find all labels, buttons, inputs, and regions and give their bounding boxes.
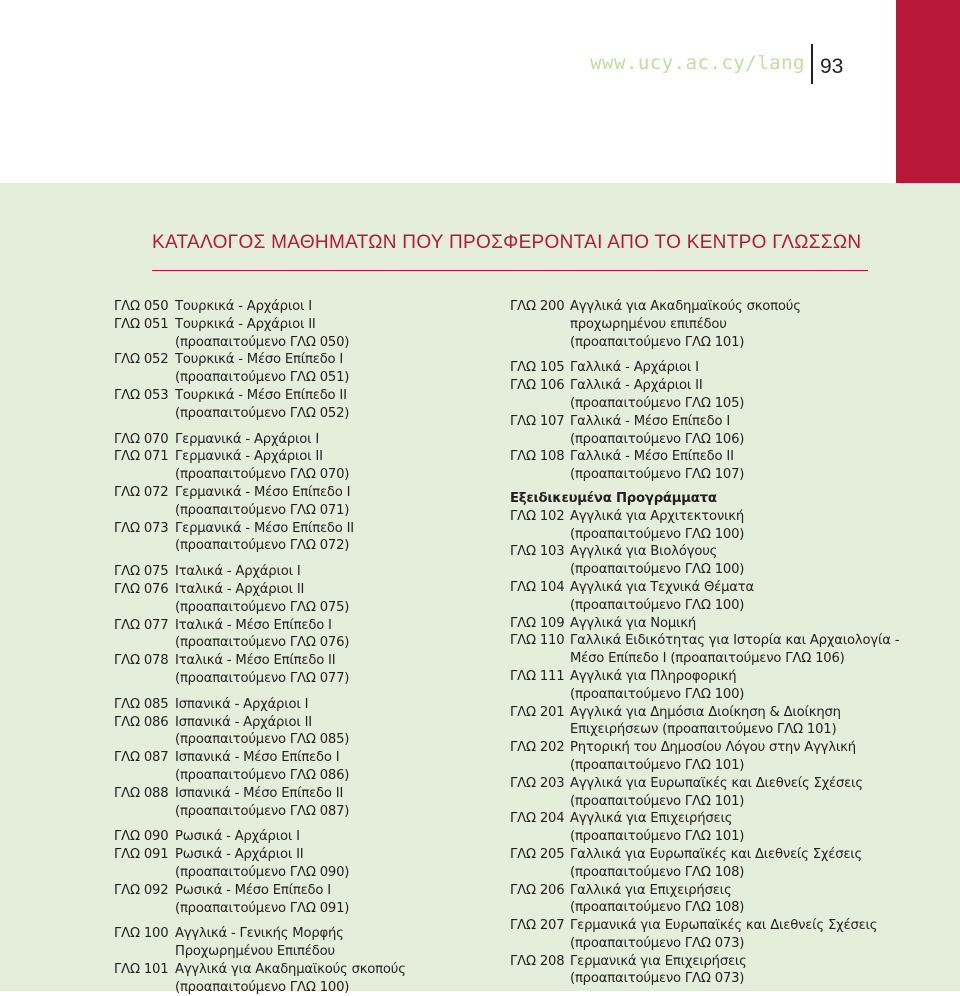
course-title: Ισπανικά - Μέσο Επίπεδο Ι (προαπαιτούμενο ΓΛΩ 086) xyxy=(175,750,350,783)
course-code: ΓΛΩ 077 xyxy=(114,617,169,633)
course-title: Ιταλικά - Μέσο Επίπεδο Ι (προαπαιτούμενο ΓΛΩ 076) xyxy=(175,617,350,651)
course-row xyxy=(114,298,494,316)
course-code: ΓΛΩ 091 xyxy=(114,847,169,863)
course-code: ΓΛΩ 106 xyxy=(510,378,565,394)
course-row xyxy=(114,714,494,750)
course-row xyxy=(510,917,950,953)
course-list-right xyxy=(510,298,950,988)
course-title: Γερμανικά για Επιχειρήσεις (προαπαιτούμενο ΓΛΩ 073) xyxy=(570,953,747,987)
course-title: Ιταλικά - Αρχάριοι ΙΙ (προαπαιτούμενο ΓΛΩ 075) xyxy=(175,581,350,615)
course-title: Ιταλικά - Μέσο Επίπεδο ΙΙ (προαπαιτούμενο ΓΛΩ 077) xyxy=(175,653,350,686)
course-title: Αγγλικά για Αρχιτεκτονική (προαπαιτούμενο ΓΛΩ 100) xyxy=(570,508,745,542)
course-row xyxy=(114,448,494,484)
course-row xyxy=(114,696,494,714)
course-row xyxy=(510,810,950,846)
header-divider xyxy=(811,44,813,84)
course-row xyxy=(510,298,950,351)
course-code: ΓΛΩ 090 xyxy=(114,829,169,845)
course-title: Τουρκικά - Μέσο Επίπεδο ΙΙ (προαπαιτούμενο ΓΛΩ 052) xyxy=(175,387,350,421)
course-title: Αγγλικά για Πληροφορική (προαπαιτούμενο ΓΛΩ 100) xyxy=(570,668,745,702)
course-title: Γαλλικά Ειδικότητας για Ιστορία και Αρχαιολογία - Μέσο Επίπεδο Ι (προαπαιτούμενο ΓΛΩ 106) xyxy=(570,633,900,667)
course-code: ΓΛΩ 105 xyxy=(510,360,565,376)
course-row xyxy=(114,316,494,352)
course-code: ΓΛΩ 107 xyxy=(510,413,565,429)
course-title: Τουρκικά - Μέσο Επίπεδο Ι (προαπαιτούμενο ΓΛΩ 051) xyxy=(175,352,350,386)
section-tab xyxy=(896,0,960,183)
course-title: Γερμανικά - Αρχάριοι Ι xyxy=(175,431,320,447)
course-code: ΓΛΩ 073 xyxy=(114,520,169,536)
course-title: Αγγλικά - Γενικής Μορφής Προχωρημένου Επιπέδου xyxy=(175,926,344,960)
course-row xyxy=(510,953,950,989)
course-row xyxy=(114,846,494,882)
course-row xyxy=(510,775,950,811)
course-code: ΓΛΩ 205 xyxy=(510,846,565,862)
course-row xyxy=(510,543,950,579)
course-code: ΓΛΩ 208 xyxy=(510,953,565,969)
course-code: ΓΛΩ 092 xyxy=(114,882,169,898)
course-title: Αγγλικά για Επιχειρήσεις (προαπαιτούμενο ΓΛΩ 101) xyxy=(570,811,745,845)
course-row xyxy=(510,377,950,413)
course-row xyxy=(510,508,950,544)
course-code: ΓΛΩ 087 xyxy=(114,750,169,766)
course-row xyxy=(510,615,950,633)
course-title: Ρωσικά - Αρχάριοι ΙΙ (προαπαιτούμενο ΓΛΩ 090) xyxy=(175,847,350,880)
course-title: Αγγλικά για Ακαδημαϊκούς σκοπούς προχωρημένου επιπέδου (προαπαιτούμενο ΓΛΩ 101) xyxy=(570,299,801,350)
course-row xyxy=(510,448,950,484)
course-title: Ιταλικά - Αρχάριοι Ι xyxy=(175,564,301,580)
course-title: Γερμανικά - Μέσο Επίπεδο ΙΙ (προαπαιτούμενο ΓΛΩ 072) xyxy=(175,520,354,554)
course-code: ΓΛΩ 076 xyxy=(114,581,169,597)
course-row xyxy=(114,351,494,387)
page-header xyxy=(0,0,960,183)
course-row xyxy=(114,882,494,918)
course-code: ΓΛΩ 070 xyxy=(114,431,169,447)
course-code: ΓΛΩ 088 xyxy=(114,785,169,801)
course-title: Γερμανικά για Ευρωπαϊκές και Διεθνείς Σχέσεις (προαπαιτούμενο ΓΛΩ 073) xyxy=(570,918,878,951)
course-code: ΓΛΩ 053 xyxy=(114,387,169,403)
course-code: ΓΛΩ 102 xyxy=(510,508,565,524)
course-code: ΓΛΩ 203 xyxy=(510,775,565,791)
course-row xyxy=(114,563,494,581)
course-title: Αγγλικά για Βιολόγους (προαπαιτούμενο ΓΛΩ 100) xyxy=(570,544,745,578)
title-underline xyxy=(152,270,868,271)
course-row xyxy=(510,359,950,377)
course-code: ΓΛΩ 207 xyxy=(510,918,565,934)
course-row xyxy=(510,668,950,704)
course-code: ΓΛΩ 110 xyxy=(510,633,565,649)
course-row xyxy=(114,749,494,785)
specialized-programs-heading: Εξειδικευμένα Προγράμματα xyxy=(510,490,717,506)
course-row xyxy=(114,581,494,617)
course-code: ΓΛΩ 206 xyxy=(510,882,565,898)
course-code: ΓΛΩ 051 xyxy=(114,316,169,332)
course-code: ΓΛΩ 204 xyxy=(510,811,565,827)
course-row xyxy=(510,632,950,668)
course-title: Αγγλικά για Δημόσια Διοίκηση & Διοίκηση Επιχειρήσεων (προαπαιτούμενο ΓΛΩ 101) xyxy=(570,704,841,738)
course-title: Ισπανικά - Αρχάριοι Ι xyxy=(175,696,309,712)
course-title: Αγγλικά για Νομική xyxy=(570,615,697,631)
course-row xyxy=(510,846,950,882)
course-row xyxy=(114,431,494,449)
course-row xyxy=(114,484,494,520)
course-code: ΓΛΩ 085 xyxy=(114,696,169,712)
course-row xyxy=(114,785,494,821)
course-row xyxy=(114,828,494,846)
course-code: ΓΛΩ 075 xyxy=(114,564,169,580)
course-title: Αγγλικά για Ακαδημαϊκούς σκοπούς (προαπαιτούμενο ΓΛΩ 100) xyxy=(175,961,406,995)
course-title: Γαλλικά - Αρχάριοι Ι xyxy=(570,360,699,376)
course-code: ΓΛΩ 086 xyxy=(114,714,169,730)
course-group-specialized xyxy=(510,508,950,989)
course-code: ΓΛΩ 052 xyxy=(114,352,169,368)
course-row xyxy=(114,925,494,961)
course-title: Ρητορική του Δημοσίου Λόγου στην Αγγλική (προαπαιτούμενο ΓΛΩ 101) xyxy=(570,740,856,773)
course-title: Ρωσικά - Μέσο Επίπεδο Ι (προαπαιτούμενο ΓΛΩ 091) xyxy=(175,882,350,916)
course-code: ΓΛΩ 050 xyxy=(114,299,169,314)
course-title: Ισπανικά - Αρχάριοι ΙΙ (προαπαιτούμενο ΓΛΩ 085) xyxy=(175,714,350,748)
course-code: ΓΛΩ 111 xyxy=(510,668,565,684)
course-code: ΓΛΩ 202 xyxy=(510,740,565,756)
course-row xyxy=(510,413,950,449)
course-code: ΓΛΩ 104 xyxy=(510,579,565,595)
course-title: Γαλλικά - Μέσο Επίπεδο ΙΙ (προαπαιτούμενο ΓΛΩ 107) xyxy=(570,449,745,483)
course-title: Τουρκικά - Αρχάριοι Ι xyxy=(175,299,312,314)
course-title: Αγγλικά για Τεχνικά Θέματα (προαπαιτούμενο ΓΛΩ 100) xyxy=(570,579,755,613)
course-title: Τουρκικά - Αρχάριοι ΙΙ (προαπαιτούμενο ΓΛΩ 050) xyxy=(175,316,350,350)
catalog-title: ΚΑΤΑΛΟΓΟΣ ΜΑΘΗΜΑΤΩΝ ΠΟΥ ΠΡΟΣΦΕΡΟΝΤΑΙ ΑΠΟ ΤΟ ΚΕΝΤΡΟ ΓΛΩΣΣΩΝ xyxy=(152,232,862,253)
course-code: ΓΛΩ 078 xyxy=(114,653,169,669)
course-code: ΓΛΩ 108 xyxy=(510,449,565,465)
course-row xyxy=(510,882,950,918)
page-number: 93 xyxy=(820,55,844,78)
course-code: ΓΛΩ 071 xyxy=(114,449,169,465)
course-title: Γερμανικά - Αρχάριοι ΙΙ (προαπαιτούμενο ΓΛΩ 070) xyxy=(175,449,350,483)
course-title: Αγγλικά για Ευρωπαϊκές και Διεθνείς Σχέσεις (προαπαιτούμενο ΓΛΩ 101) xyxy=(570,775,863,809)
course-code: ΓΛΩ 101 xyxy=(114,961,169,977)
course-row xyxy=(114,617,494,653)
course-title: Γαλλικά - Μέσο Επίπεδο Ι (προαπαιτούμενο ΓΛΩ 106) xyxy=(570,413,745,447)
course-row xyxy=(510,704,950,740)
course-title: Ισπανικά - Μέσο Επίπεδο ΙΙ (προαπαιτούμενο ΓΛΩ 087) xyxy=(175,785,350,819)
course-code: ΓΛΩ 072 xyxy=(114,484,169,500)
course-title: Γαλλικά για Επιχειρήσεις (προαπαιτούμενο ΓΛΩ 108) xyxy=(570,882,745,916)
course-title: Γερμανικά - Μέσο Επίπεδο Ι (προαπαιτούμενο ΓΛΩ 071) xyxy=(175,484,351,518)
course-row xyxy=(114,652,494,688)
course-code: ΓΛΩ 100 xyxy=(114,926,169,942)
course-row xyxy=(510,579,950,615)
course-title: Γαλλικά - Αρχάριοι ΙΙ (προαπαιτούμενο ΓΛΩ 105) xyxy=(570,378,745,411)
course-code: ΓΛΩ 103 xyxy=(510,544,565,560)
course-row xyxy=(114,520,494,556)
course-title: Ρωσικά - Αρχάριοι Ι xyxy=(175,829,300,845)
course-list-left xyxy=(114,298,494,996)
course-row xyxy=(114,387,494,423)
course-code: ΓΛΩ 200 xyxy=(510,299,565,314)
course-code: ΓΛΩ 109 xyxy=(510,615,565,631)
course-group-french xyxy=(510,298,950,484)
course-title: Γαλλικά για Ευρωπαϊκές και Διεθνείς Σχέσεις (προαπαιτούμενο ΓΛΩ 108) xyxy=(570,846,863,880)
site-url[interactable]: www.ucy.ac.cy/lang xyxy=(590,52,805,74)
course-code: ΓΛΩ 201 xyxy=(510,704,565,720)
course-row xyxy=(510,739,950,775)
